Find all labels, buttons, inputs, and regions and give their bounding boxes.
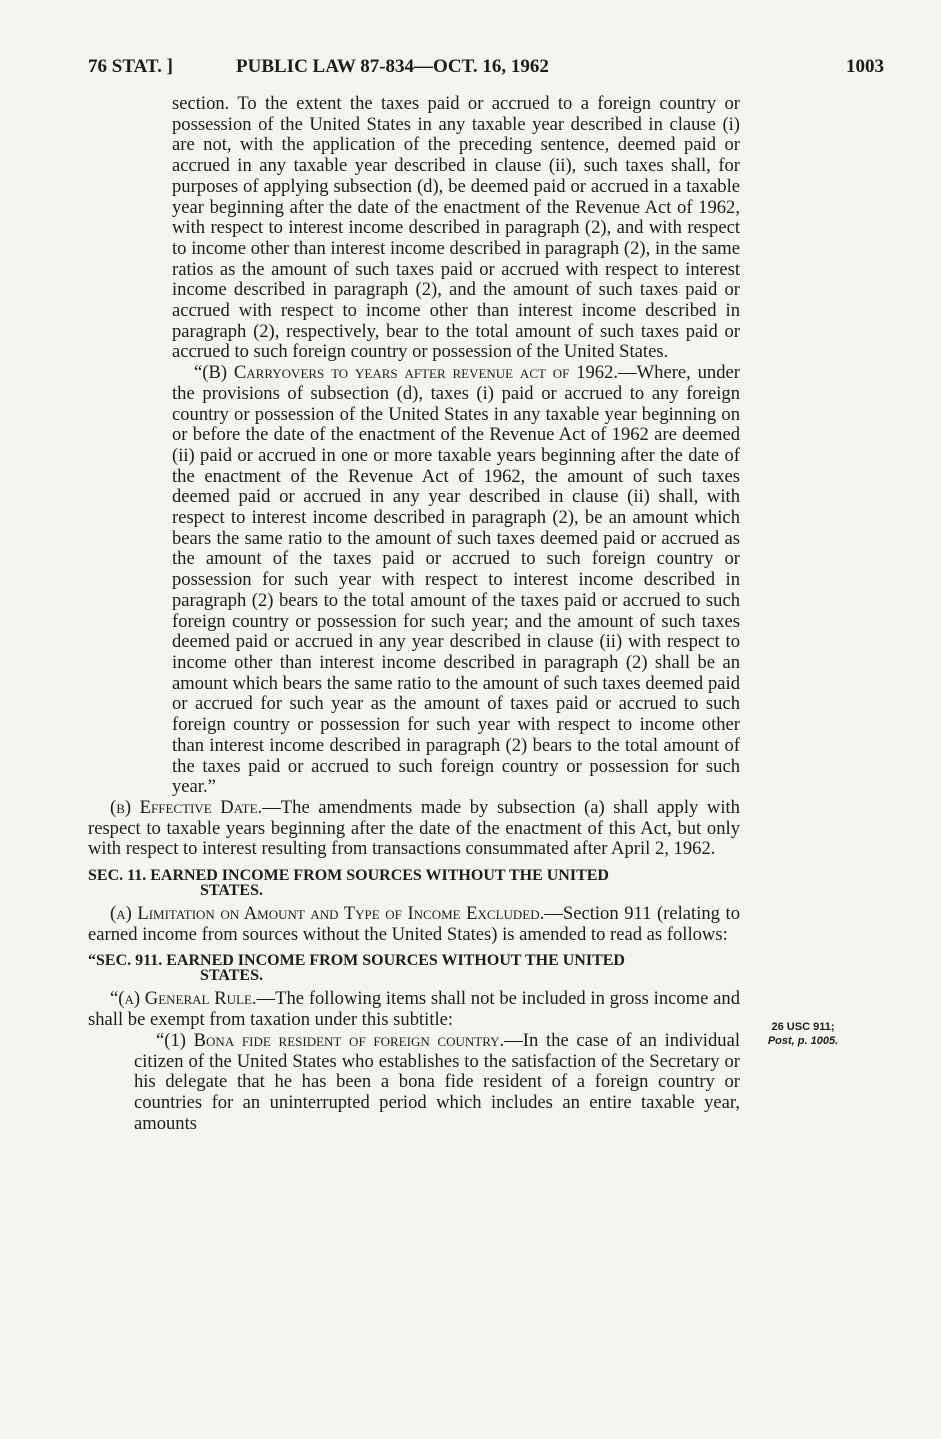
paragraph-text: The following items shall not be included in gross income and shall be exempt from taxation under this subtitle: xyxy=(88,988,740,1031)
paragraph-heading: (b) Effective Date.— xyxy=(110,796,281,818)
section-title: “SEC. 911. EARNED INCOME FROM SOURCES WITHOUT THE UNITED xyxy=(88,952,625,970)
paragraph-heading: (a) Limitation on Amount and Type of Income Excluded.— xyxy=(110,903,563,925)
paragraph-limitation xyxy=(88,904,740,945)
paragraph-text: Section 911 (relating to earned income from sources without the United States) is amended to read as follows: xyxy=(88,903,740,945)
paragraph-text: In the case of an individual citizen of the United States who establishes to the satisfaction of the Secretary or his delegate that he has been a bona fide resident of a foreign country or countries for an uninterrupted period which includes an entire taxable year, amounts xyxy=(134,1029,740,1134)
paragraph-text: The amendments made by subsection (a) shall apply with respect to taxable years beginning after the date of the enactment of this Act, but only with respect to interest resulting from transactions consummated after April 2, 1962. xyxy=(88,796,740,860)
section-title-continuation: STATES. xyxy=(200,967,263,985)
margin-citation-line: Post, p. 1005. xyxy=(767,1035,839,1047)
page-header xyxy=(88,56,884,88)
paragraph-heading: “(B) Carryovers to years after revenue act of 1962.— xyxy=(194,362,637,384)
section-title-continuation: STATES. xyxy=(200,882,263,900)
paragraph-general-rule xyxy=(88,989,740,1030)
document-body xyxy=(0,94,941,1134)
section-heading-sec-911 xyxy=(88,953,740,983)
paragraph-continuation: section. To the extent the taxes paid or accrued to a foreign country or possession of the United States in any taxable year described in clause (i) are not, with the application of the preceding sentence, deemed paid or accrued in any taxable year described in clause (ii), such taxes shall, for purposes of applying subsection (d), be deemed paid or accrued in a taxable year beginning after the date of the enactment of the Revenue Act of 1962, with respect to interest income described in paragraph (2), and with respect to income other than interest income described in paragraph (2), in the same ratios as the amount of such taxes paid or accrued with respect to interest income described in paragraph (2), and the amount of such taxes paid or accrued with respect to income other than interest income described in paragraph (2), respectively, bear to the total amount of such taxes paid or accrued to such foreign country or possession of the United States. xyxy=(172,93,740,363)
section-title: SEC. 11. EARNED INCOME FROM SOURCES WITHOUT THE UNITED xyxy=(88,867,609,885)
paragraph-bona-fide-resident xyxy=(134,1031,740,1135)
margin-citation-line: 26 USC 911; xyxy=(771,1021,835,1033)
header-title: PUBLIC LAW 87-834—OCT. 16, 1962 xyxy=(236,56,549,77)
section-heading-sec-11 xyxy=(88,868,740,898)
paragraph-carryovers xyxy=(172,363,740,798)
paragraph-text: Where, under the provisions of subsection (d), taxes (i) paid or accrued to any foreign country or possession of the United States in any taxable year beginning on or before the date of the enactment of the Revenue Act of 1962 are deemed (ii) paid or accrued in one or more taxable years beginning after the date of the enactment of the Revenue Act of 1962, the amount of such taxes deemed paid or accrued in any year described in clause (ii) shall, with respect to interest income described in paragraph (2), be an amount which bears the same ratio to the amount of such taxes deemed paid or accrued as the amount of the taxes paid or accrued to such foreign country or possession for such year with respect to interest income described in paragraph (2) bears to the total amount of the taxes paid or accrued to such foreign country or possession for such year; and the amount of such taxes deemed paid or accrued in any year described in clause (ii) with respect to income other than interest income described in paragraph (2) shall be an amount which bears the same ratio to the amount of such taxes deemed paid or accrued for such year as the amount of taxes paid or accrued to such foreign country or possession for such year with respect to income other than interest income described in paragraph (2) bears to the total amount of the taxes paid or accrued to such foreign country or possession for such year.” xyxy=(172,362,740,798)
margin-citation xyxy=(748,1020,858,1048)
page-number: 1003 xyxy=(846,56,884,77)
statute-reference: 76 STAT. ] xyxy=(88,56,173,77)
paragraph-effective-date xyxy=(88,798,740,860)
paragraph-heading: “(1) Bona fide resident of foreign country.— xyxy=(156,1029,523,1051)
paragraph-heading: “(a) General Rule.— xyxy=(110,988,276,1010)
